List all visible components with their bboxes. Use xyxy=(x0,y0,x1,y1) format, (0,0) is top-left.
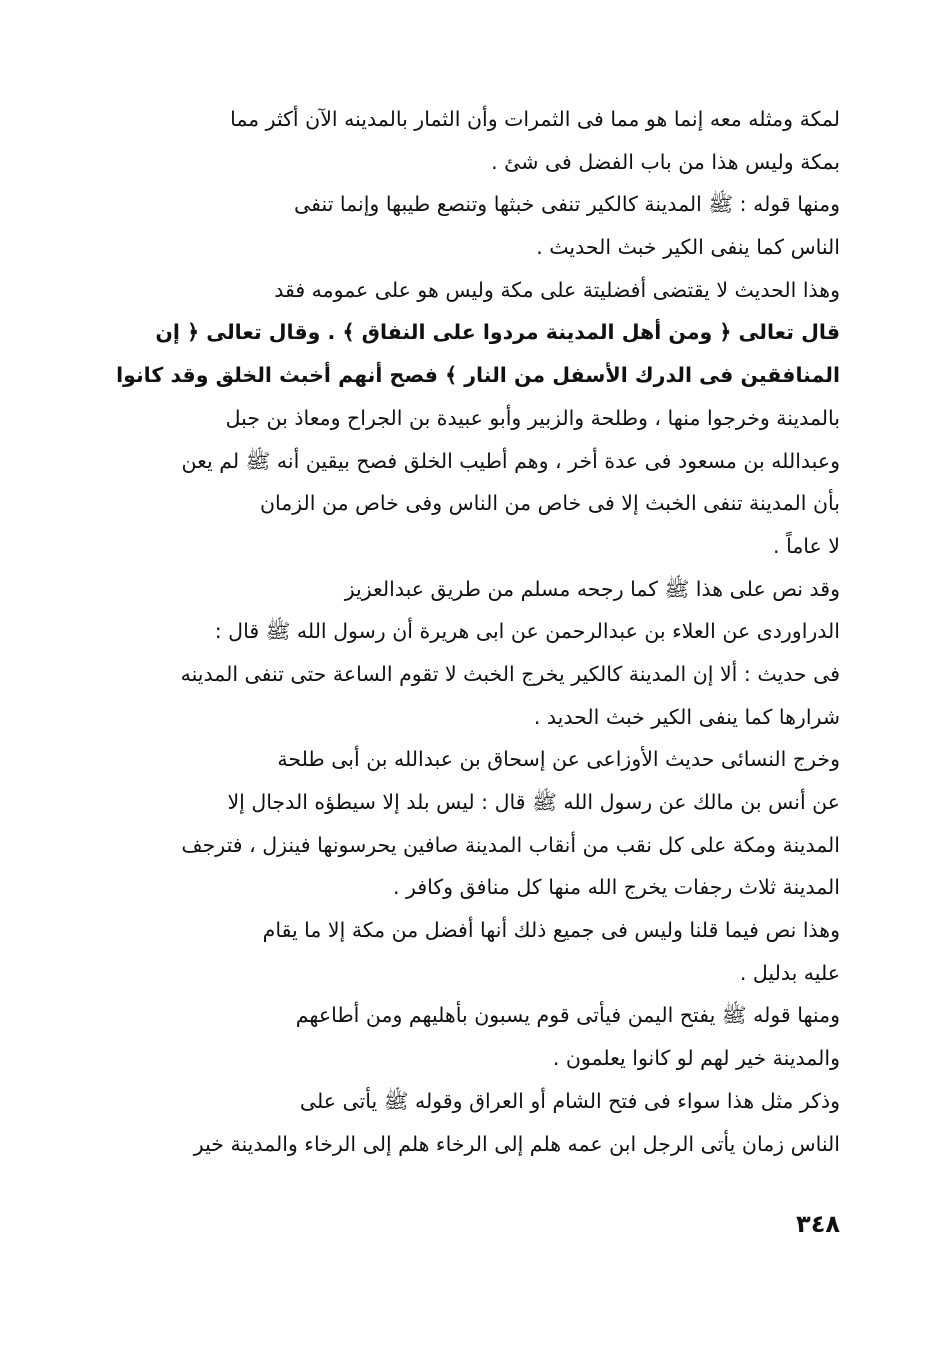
text-line: وخرج النسائى حديث الأوزاعى عن إسحاق بن عبدالله بن أبى طلحة xyxy=(277,747,840,772)
text-line: الناس كما ينفى الكير خبث الحديث . xyxy=(536,235,840,260)
text-line: بأن المدينة تنفى الخبث إلا فى خاص من الناس وفى خاص من الزمان xyxy=(259,491,840,516)
text-line: شرارها كما ينفى الكير خبث الحديد . xyxy=(533,704,840,729)
text-line: المدينة ثلاث رجفات يخرج الله منها كل منافق وكافر . xyxy=(393,875,840,900)
text-line: وعبدالله بن مسعود فى عدة أخر ، وهم أطيب الخلق فصح بيقين أنه ﷺ لم يعن xyxy=(181,448,840,473)
text-line: عليه بدليل . xyxy=(739,960,840,985)
quran-verse-line: المنافقين فى الدرك الأسفل من النار ﴾ فصح أنهم أخبث الخلق وقد كانوا xyxy=(116,363,840,388)
quran-verse-line: قال تعالى ﴿ ومن أهل المدينة مردوا على النفاق ﴾ . وقال تعالى ﴿ إن xyxy=(155,320,840,345)
page-number: ٣٤٨ xyxy=(796,1210,840,1238)
text-line: وقد نص على هذا ﷺ كما رجحه مسلم من طريق عبدالعزيز xyxy=(344,576,840,601)
text-line: بالمدينة وخرجوا منها ، وطلحة والزبير وأبو عبيدة بن الجراح ومعاذ بن جبل xyxy=(225,405,840,430)
text-line: ومنها قوله ﷺ يفتح اليمن فيأتى قوم يسبون بأهليهم ومن أطاعهم xyxy=(295,1003,840,1028)
text-line: وهذا نص فيما قلنا وليس فى جميع ذلك أنها أفضل من مكة إلا ما يقام xyxy=(262,918,840,943)
text-line: والمدينة خير لهم لو كانوا يعلمون . xyxy=(552,1046,840,1071)
text-line: عن أنس بن مالك عن رسول الله ﷺ قال : ليس بلد إلا سيطؤه الدجال إلا xyxy=(227,790,840,814)
text-line: وذكر مثل هذا سواء فى فتح الشام أو العراق وقوله ﷺ يأتى على xyxy=(299,1088,840,1113)
text-line: فى حديث : ألا إن المدينة كالكير يخرج الخبث لا تقوم الساعة حتى تنفى المدينه xyxy=(180,661,840,686)
text-line: بمكة وليس هذا من باب الفضل فى شئ . xyxy=(491,149,840,174)
text-line: الدراوردى عن العلاء بن عبدالرحمن عن ابى هريرة أن رسول الله ﷺ قال : xyxy=(214,619,840,644)
text-line: لا عاماً . xyxy=(773,533,840,558)
text-line: لمكة ومثله معه إنما هو مما فى الثمرات وأن الثمار بالمدينه الآن أكثر مما xyxy=(230,107,840,131)
text-line: ومنها قوله : ﷺ المدينة كالكير تنفى خبثها وتنصع طيبها وإنما تنفى xyxy=(294,192,840,217)
text-line: المدينة ومكة على كل نقب من أنقاب المدينة صافين يحرسونها فينزل ، فترجف xyxy=(181,832,840,857)
main-text xyxy=(100,98,840,1165)
text-line: الناس زمان يأتى الرجل ابن عمه هلم إلى الرخاء هلم إلى الرخاء والمدينة خير xyxy=(193,1131,840,1156)
text-line: وهذا الحديث لا يقتضى أفضليتة على مكة وليس هو على عمومه فقد xyxy=(274,277,840,302)
